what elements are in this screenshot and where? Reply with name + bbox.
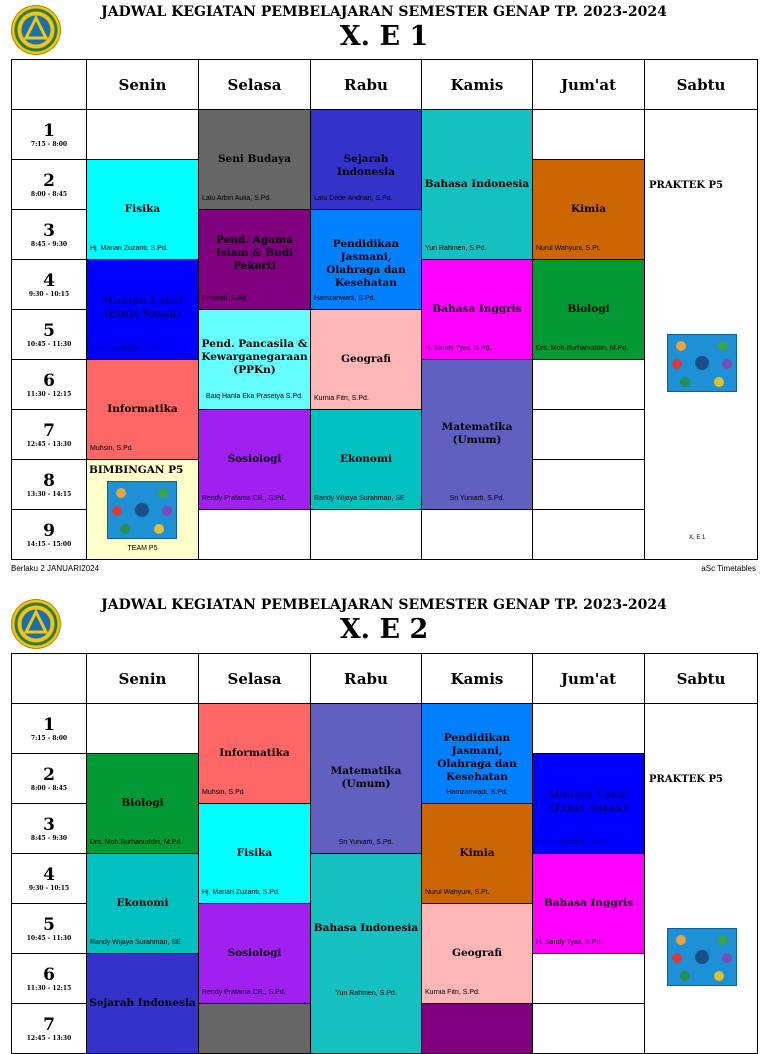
teacher-name: Hamzanwadi, S.Pd. [314,295,376,302]
teacher-name: Muhsin, S.Pd [90,445,132,452]
period-number: 6 [43,371,55,391]
p5-illustration-image [667,334,737,392]
teacher-name: H. Sandy Tyas, S.Pd. [425,345,492,352]
timetable-xe2 [0,594,768,1042]
period-time: 11:30 - 12:15 [26,391,72,398]
lesson-block [199,410,311,510]
subject-name: Biologi [121,797,164,809]
period-cell [12,260,87,310]
empty-slot [533,460,645,510]
period-number: 7 [43,1015,55,1035]
lesson-block [311,210,422,310]
teacher-name: Baiq Eryasmina, S.Pd. [536,839,607,846]
empty-slot [533,954,645,1004]
day-header: Selasa [199,654,311,704]
day-header: Senin [87,654,199,704]
period-time: 7:15 - 8:00 [30,141,68,148]
lesson-block [533,854,645,954]
subject-name: Sejarah Indonesia [89,997,196,1009]
lesson-block [199,310,311,410]
corner-cell [12,60,87,110]
empty-slot [533,510,645,560]
timetable-grid [11,59,758,560]
teacher-name: Lalu Arbin Aulia, S.Pd. [202,195,272,202]
page-heading: JADWAL KEGIATAN PEMBELAJARAN SEMESTER GENAP TP. 2023-2024 [101,597,667,613]
period-time: 8:45 - 9:30 [30,835,68,842]
timetable-grid [11,653,758,1054]
empty-slot [533,410,645,460]
subject-name: Matematika (Umum) [330,765,402,790]
period-time: 14:15 - 15:00 [26,541,72,548]
subject-name: Bahasa Indonesia [424,178,530,190]
empty-slot [533,1004,645,1054]
teacher-name: Hamzanwadi, S.Pd. [446,789,508,796]
lesson-block [199,904,311,1004]
subject-name: Informatika [219,747,290,759]
lesson-block [422,110,533,260]
teacher-name: Kurnia Fitri, S.Pd. [425,989,480,996]
period-time: 11:30 - 12:15 [26,985,72,992]
lesson-block [199,1004,311,1054]
lesson-block [422,904,533,1004]
empty-slot [533,110,645,160]
lesson-block [311,704,422,854]
day-header: Jum'at [533,654,645,704]
period-number: 3 [43,221,55,241]
subject-name: Muatan Lokal (Etnis Sasak) [101,295,184,320]
teacher-name: H. Sandy Tyas, S.Pd. [536,939,603,946]
period-number: 1 [43,121,55,141]
teacher-name: Randy Wijaya Surahman, SE [314,495,405,502]
period-cell [12,110,87,160]
teacher-name: Rendy Pratama CR., S.Pd. [202,495,286,502]
page-heading: JADWAL KEGIATAN PEMBELAJARAN SEMESTER GENAP TP. 2023-2024 [101,4,667,20]
period-cell [12,754,87,804]
day-header: Rabu [311,60,422,110]
lesson-block [533,754,645,854]
teacher-name: Sri Yuniarti, S.Pd. [338,839,394,846]
subject-name: Pendidikan Jasmani, Olahraga dan Kesehatan [326,238,406,289]
lesson-block [87,854,199,954]
subject-name: BIMBINGAN P5 [89,464,184,476]
subject-name: Ekonomi [116,897,169,909]
subject-name: Matematika (Umum) [441,421,513,446]
day-header: Rabu [311,654,422,704]
teacher-name: Nurul Wahyuni, S.Pt. [536,245,601,252]
class-title: X. E 2 [339,614,429,645]
subject-name: Geografi [452,947,502,959]
period-number: 4 [43,865,55,885]
period-cell [12,804,87,854]
teacher-name: Kurnia Fitri, S.Pd. [314,395,369,402]
period-time: 13:30 - 14:15 [26,491,72,498]
period-time: 8:00 - 8:45 [30,785,68,792]
teacher-name: Drs. Moh.Burhanuddin, M.Pd. [90,839,183,846]
subject-name: Fisika [124,203,161,215]
day-header: Jum'at [533,60,645,110]
period-time: 12:45 - 13:30 [26,1035,72,1042]
teacher-name: Rendy Pratama CR., S.Pd. [202,989,286,996]
period-cell [12,310,87,360]
teacher-name: Enawati, S.Ag. [202,295,248,302]
subject-name: Sosiologi [227,947,282,959]
subject-name: Bahasa Inggris [543,897,634,909]
period-cell [12,854,87,904]
class-title: X. E 1 [339,21,429,52]
day-header: Senin [87,60,199,110]
day-header: Kamis [422,654,533,704]
period-time: 12:45 - 13:30 [26,441,72,448]
lesson-block [87,754,199,854]
period-cell [12,160,87,210]
teacher-name: Nurul Wahyuni, S.Pt. [425,889,490,896]
period-cell [12,210,87,260]
lesson-block [199,804,311,904]
subject-name: Bahasa Inggris [432,303,522,315]
period-time: 10:45 - 11:30 [26,935,72,942]
subject-name: Biologi [567,303,610,315]
period-cell [12,360,87,410]
teacher-name: Muhsin, S.Pd [202,789,244,796]
lesson-block [199,110,311,210]
lesson-block [87,160,199,260]
subject-name: Ekonomi [339,453,393,465]
subject-name: Kimia [459,847,495,859]
period-time: 8:45 - 9:30 [30,241,68,248]
period-number: 5 [43,915,55,935]
period-number: 7 [43,421,55,441]
subject-name: Sosiologi [227,453,282,465]
period-number: 3 [43,815,55,835]
period-cell [12,704,87,754]
period-cell [12,904,87,954]
day-header: Sabtu [645,60,758,110]
empty-slot [87,110,199,160]
empty-slot [422,510,533,560]
day-header: Kamis [422,60,533,110]
subject-name: Pend. Agama Islam & Budi Pekerti [215,234,294,272]
period-time: 8:00 - 8:45 [30,191,68,198]
p5-illustration-image [107,481,177,539]
lesson-block [422,360,533,510]
lesson-block [533,260,645,360]
corner-cell [12,654,87,704]
period-time: 7:15 - 8:00 [30,735,68,742]
subject-name: Sejarah Indonesia [337,153,395,178]
day-header: Sabtu [645,654,758,704]
subject-name: Bahasa Indonesia [313,922,419,934]
lesson-block [422,1004,533,1054]
period-number: 5 [43,321,55,341]
generator-credit: aSc Timetables [701,564,756,573]
teacher-name: TEAM P5 [127,545,158,552]
empty-slot [311,510,422,560]
lesson-block [199,210,311,310]
empty-slot [87,704,199,754]
lesson-block [87,260,199,360]
period-number: 8 [43,471,55,491]
day-header: Selasa [199,60,311,110]
praktek-column [645,704,758,1054]
teacher-name: Baiq Harila Eka Prasetya S.Pd. [206,393,303,400]
lesson-block [87,360,199,460]
period-number: 4 [43,271,55,291]
lesson-block [87,460,199,560]
lesson-block [422,704,533,804]
period-number: 1 [43,715,55,735]
lesson-block [422,260,533,360]
teacher-name: Lalu Dede Andrian, S.Pd. [314,195,393,202]
subject-name: Kimia [570,203,607,215]
teacher-name: Sri Yuniarti, S.Pd. [449,495,505,502]
period-cell [12,954,87,1004]
period-number: 2 [43,171,55,191]
subject-name: Muatan Lokal (Etnis Sasak) [547,789,630,814]
empty-slot [199,510,311,560]
teacher-name: Hj. Marian Zuzanti, S.Pd. [202,889,280,896]
praktek-label: PRAKTEK P5 [649,180,723,191]
p5-illustration-image [667,928,737,986]
lesson-block [199,704,311,804]
teacher-name: Hj. Marian Zuzanti, S.Pd. [90,245,168,252]
teacher-name: Drs. Moh.Burhanuddin, M.Pd. [536,345,629,352]
teacher-name: Yuri Rahmen, S.Pd. [335,990,397,997]
praktek-label: PRAKTEK P5 [649,774,723,785]
subject-name: Seni Budaya [217,153,292,165]
praktek-column [645,110,758,560]
class-code: X. E 1 [689,535,706,541]
period-cell [12,1004,87,1054]
lesson-block [422,804,533,904]
lesson-block [533,160,645,260]
validity-note: Berlaku 2 JANUARI2024 [11,564,100,573]
period-time: 9:30 - 10:15 [28,291,70,298]
period-cell [12,460,87,510]
subject-name: Geografi [341,353,391,365]
period-number: 2 [43,765,55,785]
empty-slot [533,360,645,410]
period-time: 10:45 - 11:30 [26,341,72,348]
period-time: 9:30 - 10:15 [28,885,70,892]
teacher-name: Baiq Eryasmina, S.Pd. [90,345,161,352]
subject-name: Pend. Pancasila & Kewarganegaraan (PPKn) [201,338,308,376]
teacher-name: Yuri Rahmen, S.Pd. [425,245,487,252]
subject-name: Informatika [107,403,178,415]
period-cell [12,410,87,460]
subject-name: Fisika [236,847,273,859]
teacher-name: Randy Wijaya Surahman, SE [90,939,181,946]
lesson-block [311,410,422,510]
subject-name: Pendidikan Jasmani, Olahraga dan Kesehatan [437,732,517,783]
period-number: 9 [43,521,55,541]
period-number: 6 [43,965,55,985]
period-cell [12,510,87,560]
lesson-block [311,310,422,410]
empty-slot [533,704,645,754]
lesson-block [87,954,199,1054]
lesson-block [311,110,422,210]
